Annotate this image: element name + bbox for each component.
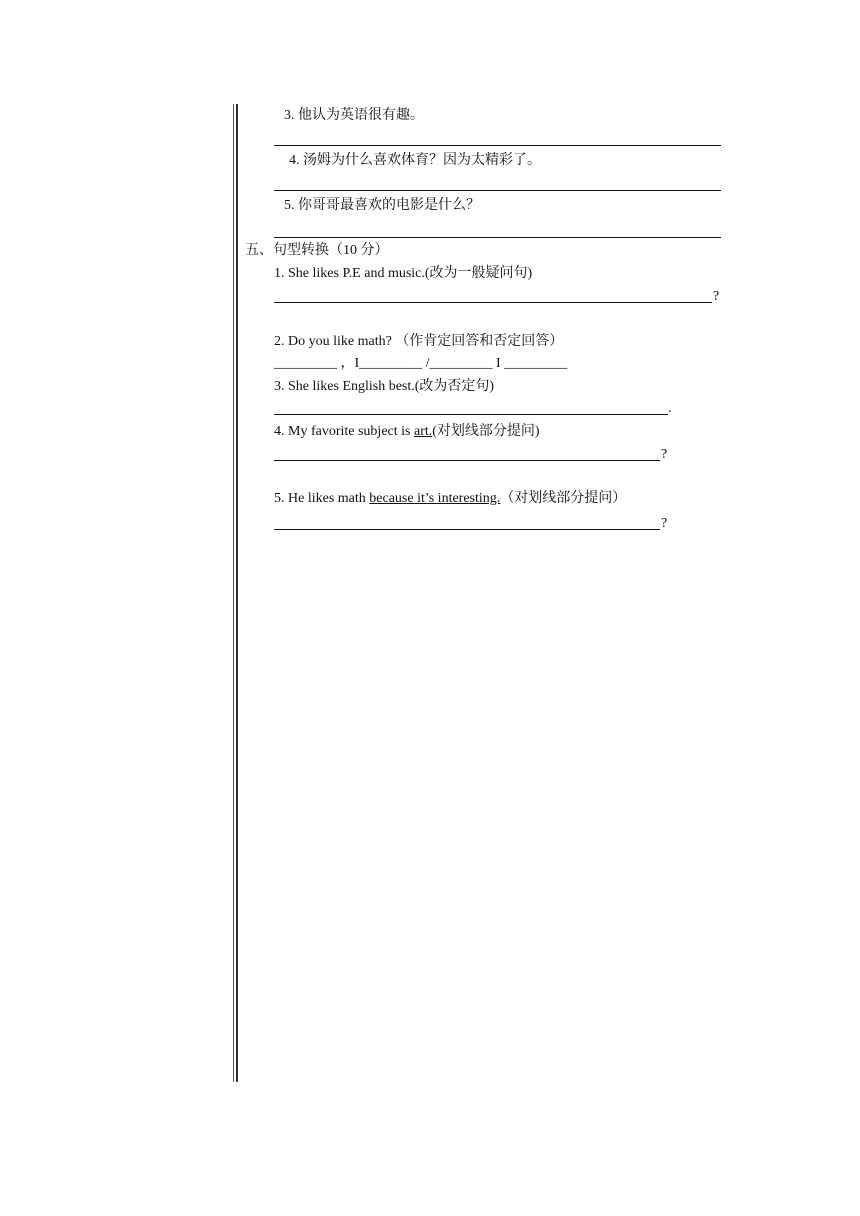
answer-line-translation-4	[274, 190, 721, 191]
question-2-answer-blanks: _________ ，I_________ /_________ I _________	[274, 356, 568, 371]
question-5-instruction: （对划线部分提问）	[500, 491, 627, 506]
question-5-prompt	[274, 490, 626, 508]
question-3-prompt: 3. She likes English best.(改为否定句)	[274, 379, 495, 394]
question-1-prompt: 1. She likes P.E and music.(改为一般疑问句)	[274, 266, 533, 281]
answer-line-q5	[274, 529, 660, 530]
binding-margin-line	[233, 104, 234, 1082]
translation-item-5: 5. 你哥哥最喜欢的电影是什么？	[284, 198, 480, 213]
translation-item-3: 3. 他认为英语很有趣。	[284, 108, 424, 123]
answer-line-translation-5	[274, 237, 721, 238]
answer-line-q1	[274, 302, 712, 303]
question-4-end-mark: ?	[661, 447, 668, 462]
question-5-prompt-text: 5. He likes math	[274, 491, 370, 506]
answer-line-q3	[274, 414, 668, 415]
question-4-prompt-text: 4. My favorite subject is	[274, 424, 414, 439]
question-1-end-mark: ?	[713, 289, 720, 304]
question-5-end-mark: ?	[661, 516, 668, 531]
binding-margin-line-thick	[236, 104, 238, 1082]
question-4-prompt	[274, 423, 540, 441]
translation-item-4: 4. 汤姆为什么喜欢体育？因为太精彩了。	[289, 153, 541, 168]
section-heading: 五、句型转换（10 分）	[245, 243, 389, 258]
question-5-underlined-answer: because it’s interesting.	[369, 491, 501, 506]
answer-line-translation-3	[274, 145, 721, 146]
question-3-end-mark: .	[668, 401, 672, 416]
question-4-underlined-answer: art.	[413, 424, 433, 439]
answer-line-q4	[274, 460, 660, 461]
question-4-instruction: (对划线部分提问)	[432, 424, 540, 439]
question-2-prompt: 2. Do you like math? （作肯定回答和否定回答）	[274, 334, 564, 349]
